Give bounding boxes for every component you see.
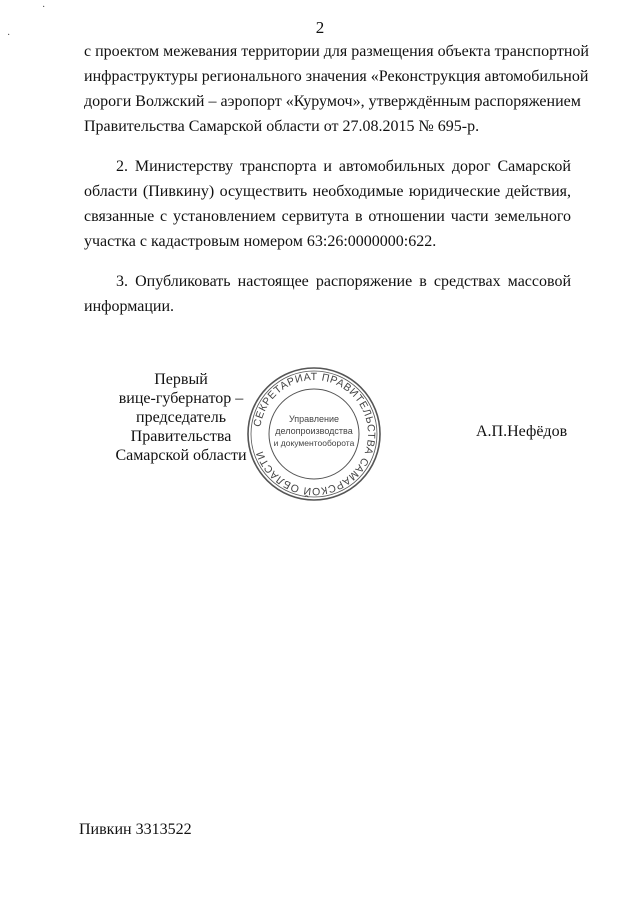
text-line: Правительства Самарской области от 27.08.2015 № 695-р.: [84, 118, 480, 135]
page-number: 2: [315, 18, 325, 37]
signatory-title-line: вице-губернатор –: [118, 390, 244, 407]
text-line: информации.: [84, 298, 175, 315]
seal-center-line: Управление: [288, 414, 340, 424]
seal-ring-text: СЕКРЕТАРИАТ ПРАВИТЕЛЬСТВА САМАРСКОЙ ОБЛАСТИ: [251, 370, 378, 498]
text-line: связанные с установлением сервитута в отношении части земельного: [84, 208, 571, 225]
text-line: области (Пивкину) осуществить необходимые юридические действия,: [84, 183, 571, 200]
scan-speck: ·: [7, 30, 11, 41]
signatory-title: [90, 370, 272, 465]
signatory-title-line: председатель Правительства: [130, 409, 232, 445]
paragraph-3: [84, 269, 571, 319]
signatory-title-line: Самарской области: [115, 447, 247, 464]
scan-speck: ·: [42, 2, 46, 13]
text-line: инфраструктуры регионального значения «Реконструкция автомобильной: [84, 68, 589, 85]
text-line: с проектом межевания территории для размещения объекта транспортной: [84, 43, 589, 60]
text-line: 3. Опубликовать настоящее распоряжение в средствах массовой: [116, 273, 571, 290]
executor-footer: Пивкин 3313522: [79, 821, 192, 838]
seal-center-line: делопроизводства: [275, 426, 353, 436]
paragraph-2: [84, 154, 571, 254]
signatory-title-line: Первый: [154, 371, 208, 388]
text-line: 2. Министерству транспорта и автомобильных дорог Самарской: [116, 158, 571, 175]
seal-center-line: и документооборота: [273, 438, 355, 448]
paragraph-1: [84, 39, 589, 139]
official-seal: [246, 366, 382, 502]
document-body: [84, 39, 589, 334]
signatory-name: А.П.Нефёдов: [476, 423, 568, 440]
text-line: участка с кадастровым номером 63:26:0000000:622.: [84, 233, 437, 250]
text-line: дороги Волжский – аэропорт «Курумоч», утверждённым распоряжением: [84, 93, 581, 110]
